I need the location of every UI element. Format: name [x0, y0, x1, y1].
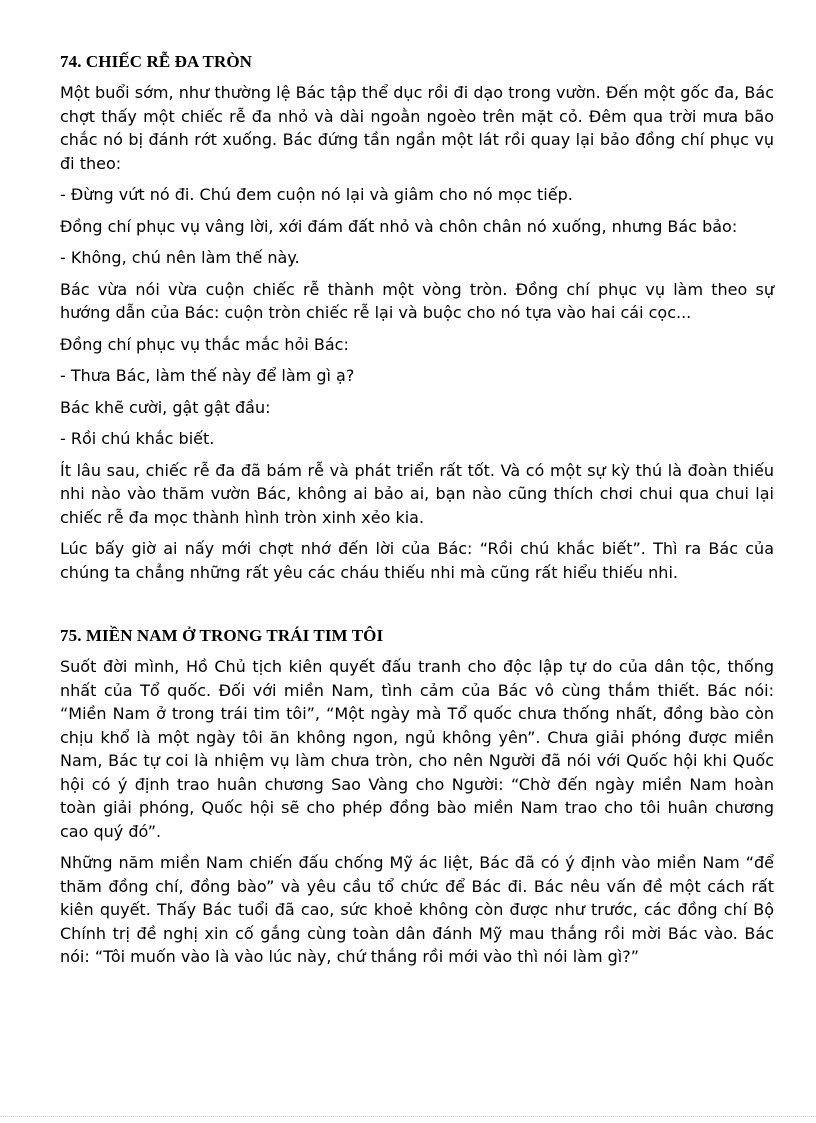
paragraph: Đồng chí phục vụ thắc mắc hỏi Bác: [60, 334, 349, 354]
paragraph: Suốt đời mình, Hồ Chủ tịch kiên quyết đấu tranh cho độc lập tự do của dân tộc, thống nhất của Tổ quốc. Đối với miền Nam, tình cảm của Bác vô cùng thắm thiết. Bác nói: “Miền Nam ở trong trái tim tôi”, “Một ngày mà Tổ quốc chưa thống nhất, đồng bào còn chịu khổ là một ngày tôi ăn không ngon, ngủ không yên”. Chưa giải phóng được miền Nam, Bác tự coi là nhiệm vụ làm chưa tròn, cho nên Người đã nói với Quốc hội khi Quốc hội có ý định trao huân chương Sao Vàng cho Người: “Chờ đến ngày miền Nam hoàn toàn giải phóng, Quốc hội sẽ cho phép đồng bào miền Nam trao cho tôi huân chương cao quý đó”. [60, 657, 774, 841]
paragraph: Bác khẽ cười, gật gật đầu: [60, 397, 271, 417]
paragraph: Đồng chí phục vụ vâng lời, xới đám đất nhỏ và chôn chân nó xuống, nhưng Bác bảo: [60, 216, 738, 236]
paragraph: - Rồi chú khắc biết. [60, 429, 215, 448]
paragraph: Một buổi sớm, như thường lệ Bác tập thể dục rồi đi dạo trong vườn. Đến một gốc đa, Bác chợt thấy một chiếc rễ đa nhỏ và dài ngoằn ngoèo trên mặt cỏ. Đêm qua trời mưa bão chắc nó bị đánh rớt xuống. Bác đứng tần ngần một lát rồi quay lại bảo đồng chí phục vụ đi theo: [60, 83, 774, 173]
section-title: 75. MIỀN NAM Ở TRONG TRÁI TIM TÔI [60, 626, 384, 645]
page-bottom-divider [0, 1116, 816, 1117]
paragraph: - Không, chú nên làm thế này. [60, 248, 300, 267]
section-75 [60, 626, 774, 969]
section-spacer [60, 592, 774, 626]
paragraph: Ít lâu sau, chiếc rễ đa đã bám rễ và phát triển rất tốt. Và có một sự kỳ thú là đoàn thiếu nhi nào vào thăm vườn Bác, không ai bảo ai, bạn nào cũng thích chơi chui qua chui lại chiếc rễ đa mọc thành hình tròn xinh xẻo kia. [60, 460, 774, 527]
section-title: 74. CHIẾC RỄ ĐA TRÒN [60, 52, 253, 71]
paragraph: Lúc bấy giờ ai nấy mới chợt nhớ đến lời của Bác: “Rồi chú khắc biết”. Thì ra Bác của chúng ta chẳng những rất yêu các cháu thiếu nhi mà cũng rất hiểu thiếu nhi. [60, 539, 774, 582]
paragraph: Bác vừa nói vừa cuộn chiếc rễ thành một vòng tròn. Đồng chí phục vụ làm theo sự hướng dẫn của Bác: cuộn tròn chiếc rễ lại và buộc cho nó tựa vào hai cái cọc... [60, 279, 774, 322]
document-page [60, 52, 774, 977]
paragraph: Những năm miền Nam chiến đấu chống Mỹ ác liệt, Bác đã có ý định vào miền Nam “để thăm đồng chí, đồng bào” và yêu cầu tổ chức để Bác đi. Bác nêu vấn đề một cách rất kiên quyết. Thấy Bác tuổi đã cao, sức khoẻ không còn được như trước, các đồng chí Bộ Chính trị đề nghị xin cố gắng cùng toàn dân đánh Mỹ mau thắng rồi mời Bác vào. Bác nói: “Tôi muốn vào là vào lúc này, chứ thắng rồi mới vào thì nói làm gì?” [60, 853, 774, 966]
paragraph: - Thưa Bác, làm thế này để làm gì ạ? [60, 366, 355, 385]
paragraph: - Đừng vứt nó đi. Chú đem cuộn nó lại và giâm cho nó mọc tiếp. [60, 185, 573, 204]
section-74 [60, 52, 774, 584]
